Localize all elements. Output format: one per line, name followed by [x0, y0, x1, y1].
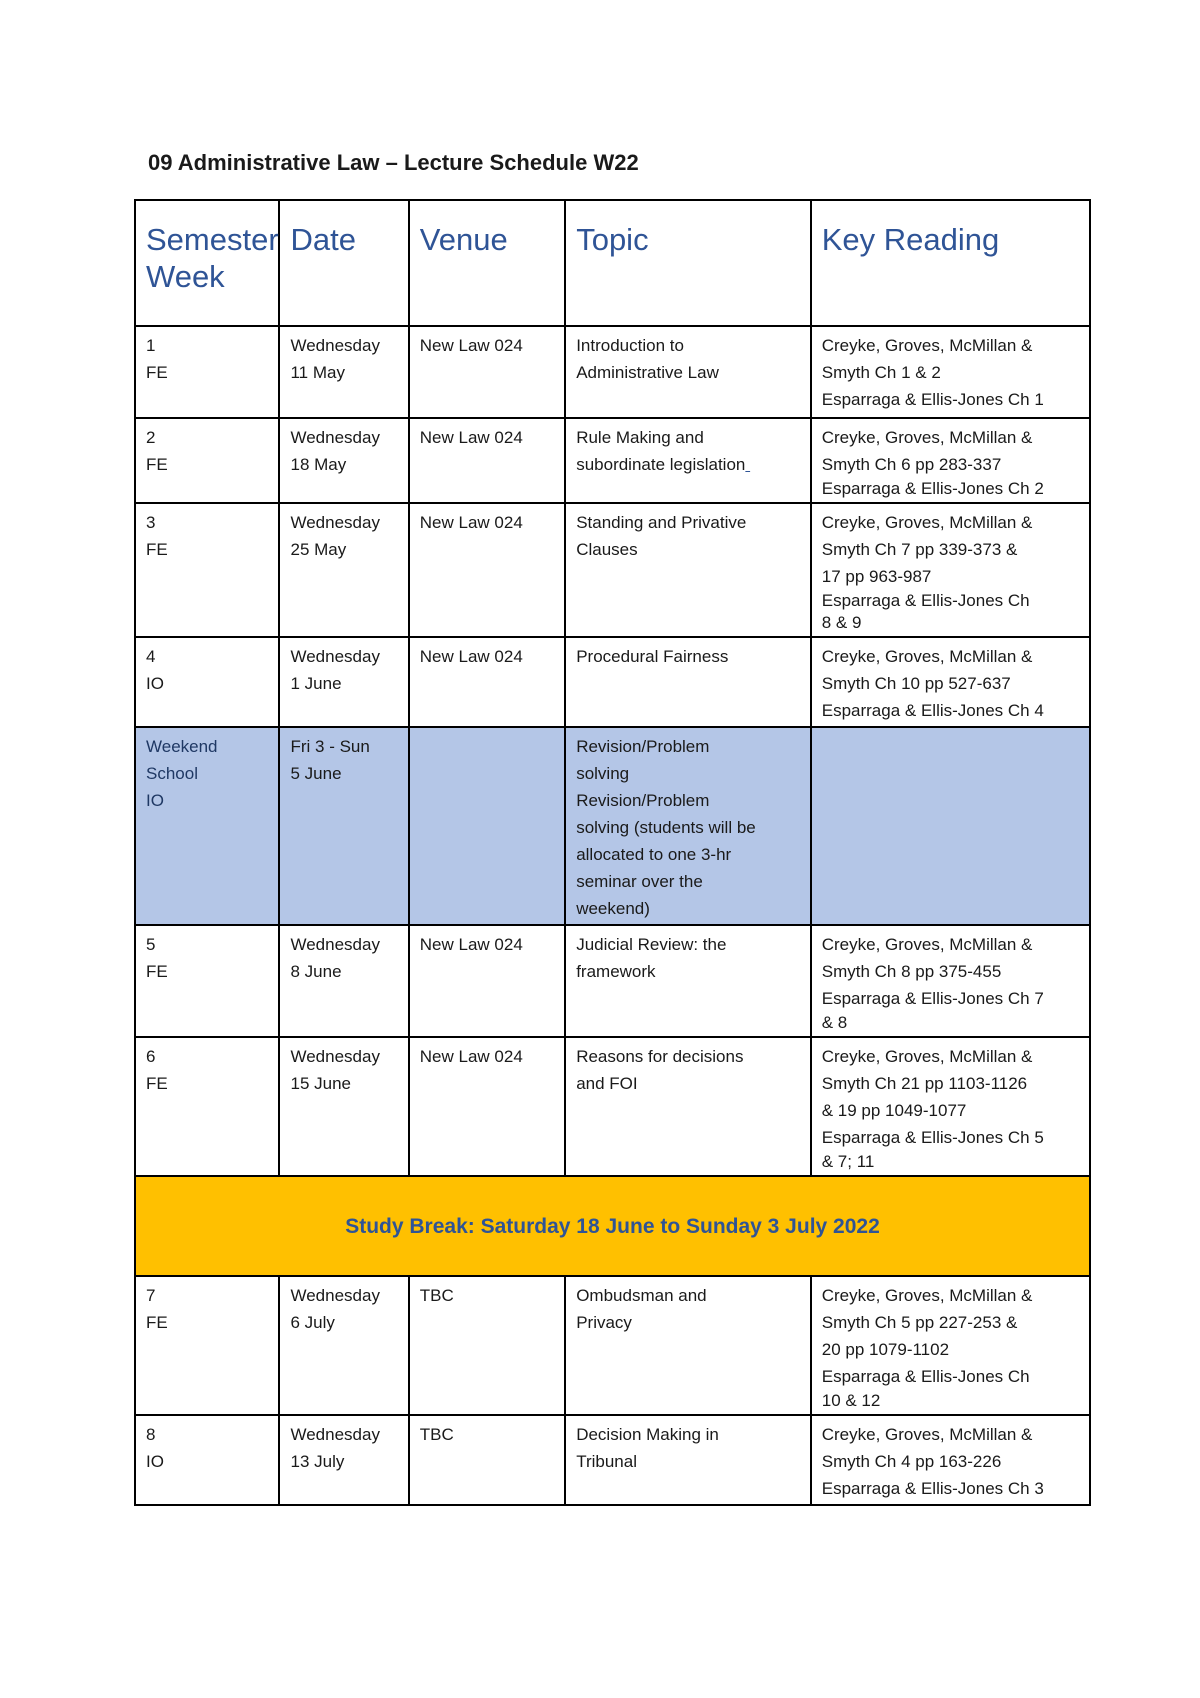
- date-day: Wednesday: [290, 428, 380, 447]
- table-row: [135, 326, 1090, 418]
- delivery-mode: FE: [146, 540, 168, 559]
- week-number: 1: [146, 336, 156, 355]
- venue-cell: [409, 727, 565, 925]
- topic-line: Revision/Problem: [576, 737, 710, 756]
- reading-line: Smyth Ch 8 pp 375-455: [821, 962, 1002, 981]
- delivery-mode: IO: [146, 791, 164, 810]
- delivery-mode: FE: [146, 1313, 168, 1332]
- week-cell: [135, 925, 279, 1037]
- venue-cell: New Law 024: [409, 925, 565, 1037]
- venue-cell: New Law 024: [409, 637, 565, 727]
- week-cell: [135, 1276, 279, 1415]
- topic-line: allocated to one 3-hr: [576, 845, 732, 864]
- table-row: [135, 925, 1090, 1037]
- week-label: Weekend: [146, 737, 218, 756]
- date-cell: [279, 925, 408, 1037]
- topic-line: Revision/Problem: [576, 791, 710, 810]
- week-cell: [135, 503, 279, 637]
- venue-cell: New Law 024: [409, 418, 565, 503]
- study-break-banner: Study Break: Saturday 18 June to Sunday 3 July 2022: [135, 1176, 1090, 1276]
- table-row: [135, 637, 1090, 727]
- reading-cell: [811, 925, 1090, 1037]
- reading-line: Creyke, Groves, McMillan &: [821, 1047, 1033, 1066]
- date-cell: [279, 418, 408, 503]
- date-cell: [279, 326, 408, 418]
- table-row: [135, 1037, 1090, 1176]
- underline-mark: [745, 455, 750, 474]
- table-row-weekend-school: [135, 727, 1090, 925]
- reading-line: Smyth Ch 6 pp 283-337: [821, 455, 1002, 474]
- week-cell: [135, 418, 279, 503]
- date-value: 13 July: [290, 1452, 345, 1471]
- reading-line: Creyke, Groves, McMillan &: [821, 428, 1033, 447]
- topic-line: Procedural Fairness: [576, 647, 729, 666]
- reading-line: 10 & 12: [821, 1391, 881, 1410]
- date-day: Wednesday: [290, 647, 380, 666]
- reading-cell: [811, 637, 1090, 727]
- reading-line: Esparraga & Ellis-Jones Ch 1: [821, 390, 1044, 409]
- date-cell: [279, 727, 408, 925]
- reading-line: 8 & 9: [821, 613, 862, 632]
- topic-line: Introduction to: [576, 336, 684, 355]
- topic-line: [576, 451, 800, 478]
- topic-cell: [565, 1037, 811, 1176]
- venue-cell: TBC: [409, 1415, 565, 1505]
- reading-line: Esparraga & Ellis-Jones Ch 2: [821, 479, 1044, 498]
- reading-line: Esparraga & Ellis-Jones Ch 3: [821, 1479, 1044, 1498]
- topic-cell: [565, 418, 811, 503]
- reading-cell: [811, 1415, 1090, 1505]
- venue-cell: New Law 024: [409, 503, 565, 637]
- week-number: 2: [146, 428, 156, 447]
- reading-line: Creyke, Groves, McMillan &: [821, 336, 1033, 355]
- study-break-row: [135, 1176, 1090, 1276]
- date-day: Wednesday: [290, 1286, 380, 1305]
- topic-cell: [565, 1276, 811, 1415]
- topic-line: Tribunal: [576, 1452, 637, 1471]
- reading-line: Smyth Ch 7 pp 339-373 &: [821, 540, 1018, 559]
- header-venue: Venue: [409, 200, 565, 326]
- topic-line: Judicial Review: the: [576, 935, 727, 954]
- reading-line: Smyth Ch 4 pp 163-226: [821, 1452, 1002, 1471]
- topic-line: Reasons for decisions: [576, 1047, 744, 1066]
- date-cell: [279, 1037, 408, 1176]
- week-cell: [135, 1037, 279, 1176]
- topic-line: Clauses: [576, 540, 638, 559]
- topic-line: framework: [576, 962, 656, 981]
- week-number: 4: [146, 647, 156, 666]
- reading-line: Creyke, Groves, McMillan &: [821, 935, 1033, 954]
- topic-cell: [565, 637, 811, 727]
- topic-line: Decision Making in: [576, 1425, 719, 1444]
- topic-cell: [565, 925, 811, 1037]
- week-number: 8: [146, 1425, 156, 1444]
- date-value: 25 May: [290, 540, 347, 559]
- reading-line: Smyth Ch 1 & 2: [821, 363, 941, 382]
- topic-line: seminar over the: [576, 872, 703, 891]
- date-cell: [279, 637, 408, 727]
- week-cell: [135, 727, 279, 925]
- date-day: Wednesday: [290, 1425, 380, 1444]
- reading-line: Esparraga & Ellis-Jones Ch: [821, 591, 1030, 610]
- week-cell: [135, 1415, 279, 1505]
- venue-cell: New Law 024: [409, 1037, 565, 1176]
- week-number: 5: [146, 935, 156, 954]
- week-cell: [135, 326, 279, 418]
- date-cell: [279, 1415, 408, 1505]
- date-value: 1 June: [290, 674, 342, 693]
- reading-cell: [811, 727, 1090, 925]
- reading-line: Creyke, Groves, McMillan &: [821, 1286, 1033, 1305]
- topic-line: Administrative Law: [576, 363, 719, 382]
- reading-line: Esparraga & Ellis-Jones Ch: [821, 1367, 1030, 1386]
- reading-line: Creyke, Groves, McMillan &: [821, 513, 1033, 532]
- date-value: 5 June: [290, 764, 342, 783]
- lecture-schedule-table: [134, 199, 1091, 1506]
- reading-line: Smyth Ch 5 pp 227-253 &: [821, 1313, 1018, 1332]
- topic-cell: [565, 727, 811, 925]
- topic-line: Rule Making and: [576, 428, 704, 447]
- date-cell: [279, 1276, 408, 1415]
- table-row: [135, 503, 1090, 637]
- table-row: [135, 1276, 1090, 1415]
- topic-line: weekend): [576, 899, 650, 918]
- reading-line: Esparraga & Ellis-Jones Ch 4: [821, 701, 1044, 720]
- delivery-mode: FE: [146, 455, 168, 474]
- reading-line: 20 pp 1079-1102: [821, 1340, 950, 1359]
- header-semester-week: Semester Week: [135, 200, 279, 326]
- week-number: 6: [146, 1047, 156, 1066]
- topic-cell: [565, 326, 811, 418]
- reading-line: Esparraga & Ellis-Jones Ch 5: [821, 1128, 1044, 1147]
- reading-cell: [811, 418, 1090, 503]
- reading-line: 17 pp 963-987: [821, 567, 932, 586]
- week-number: 7: [146, 1286, 156, 1305]
- delivery-mode: IO: [146, 674, 164, 693]
- reading-line: Creyke, Groves, McMillan &: [821, 1425, 1033, 1444]
- delivery-mode: FE: [146, 363, 168, 382]
- topic-line: Standing and Privative: [576, 513, 747, 532]
- topic-cell: [565, 503, 811, 637]
- header-date: Date: [279, 200, 408, 326]
- reading-line: Smyth Ch 10 pp 527-637: [821, 674, 1011, 693]
- delivery-mode: FE: [146, 962, 168, 981]
- date-day: Wednesday: [290, 336, 380, 355]
- reading-line: Esparraga & Ellis-Jones Ch 7: [821, 989, 1044, 1008]
- date-value: 15 June: [290, 1074, 351, 1093]
- header-key-reading: Key Reading: [811, 200, 1090, 326]
- topic-line: solving (students will be: [576, 818, 756, 837]
- topic-line: Ombudsman and: [576, 1286, 707, 1305]
- topic-cell: [565, 1415, 811, 1505]
- reading-cell: [811, 1276, 1090, 1415]
- topic-line: Privacy: [576, 1313, 632, 1332]
- reading-line: Creyke, Groves, McMillan &: [821, 647, 1033, 666]
- reading-cell: [811, 326, 1090, 418]
- delivery-mode: FE: [146, 1074, 168, 1093]
- date-value: 11 May: [290, 363, 345, 382]
- header-topic: Topic: [565, 200, 811, 326]
- table-row: [135, 418, 1090, 503]
- reading-line: & 19 pp 1049-1077: [821, 1101, 967, 1120]
- date-day: Wednesday: [290, 935, 380, 954]
- date-day: Wednesday: [290, 513, 380, 532]
- document-title: 09 Administrative Law – Lecture Schedule W22: [148, 150, 639, 175]
- reading-cell: [811, 1037, 1090, 1176]
- date-value: 8 June: [290, 962, 342, 981]
- reading-cell: [811, 503, 1090, 637]
- table-header-row: [135, 200, 1090, 326]
- venue-cell: TBC: [409, 1276, 565, 1415]
- topic-line: solving: [576, 764, 630, 783]
- week-cell: [135, 637, 279, 727]
- date-value: 18 May: [290, 455, 347, 474]
- date-day: Wednesday: [290, 1047, 380, 1066]
- reading-line: Smyth Ch 21 pp 1103-1126: [821, 1074, 1028, 1093]
- venue-cell: New Law 024: [409, 326, 565, 418]
- date-cell: [279, 503, 408, 637]
- topic-text: subordinate legislation: [576, 455, 746, 474]
- week-label: School: [146, 764, 198, 783]
- topic-line: and FOI: [576, 1074, 638, 1093]
- date-value: 6 July: [290, 1313, 335, 1332]
- table-row: [135, 1415, 1090, 1505]
- reading-line: & 8: [821, 1013, 848, 1032]
- week-number: 3: [146, 513, 156, 532]
- date-day: Fri 3 - Sun: [290, 737, 370, 756]
- delivery-mode: IO: [146, 1452, 164, 1471]
- reading-line: & 7; 11: [821, 1152, 875, 1171]
